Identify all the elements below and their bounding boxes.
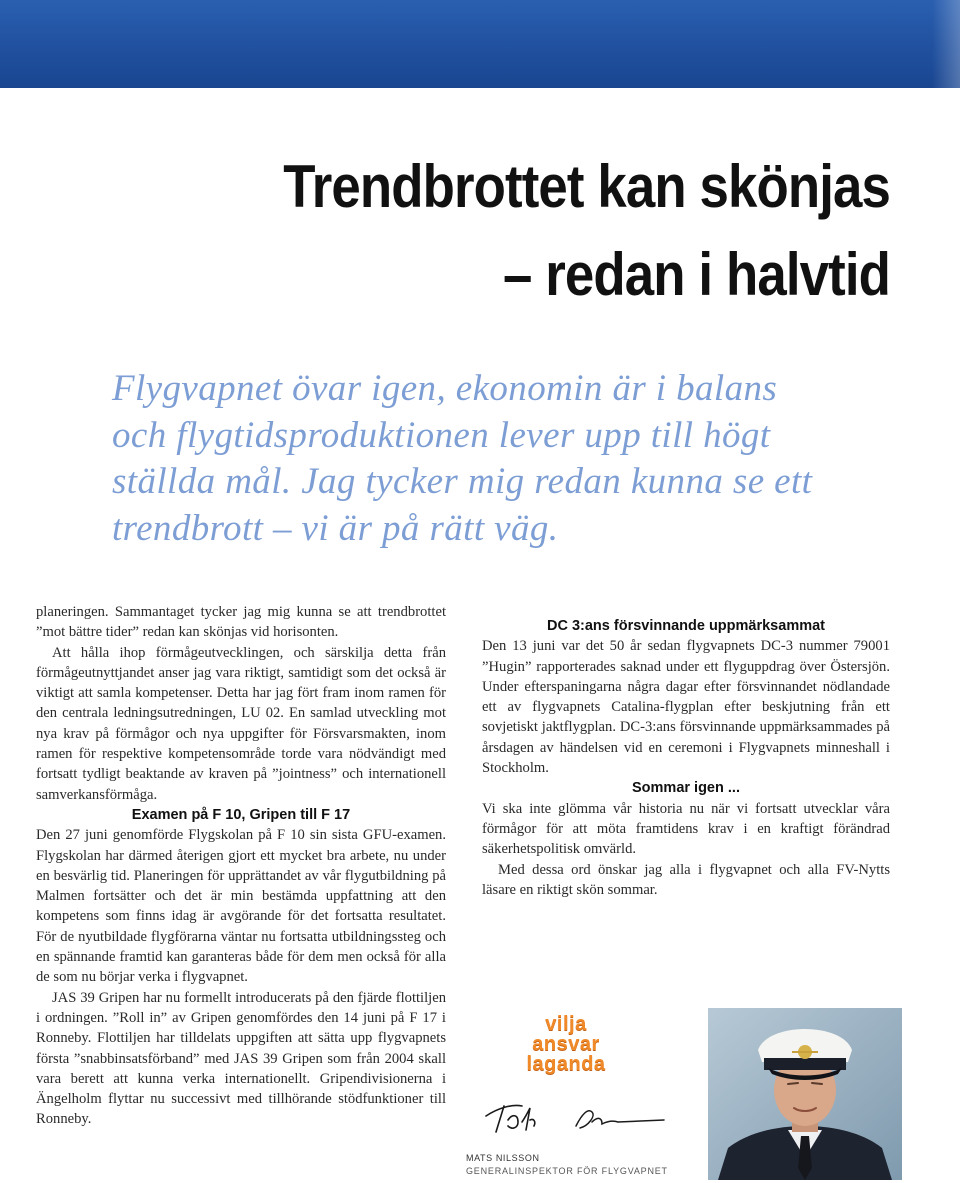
lede-quote: Flygvapnet övar igen, ekonomin är i balans och flygtidsproduktionen lever upp till högt ställda mål. Jag tycker mig redan kunna se ett trendbrott – vi är på rätt väg.	[112, 368, 813, 549]
sommar-heading: Sommar igen ...	[632, 780, 740, 797]
motto-line-3: laganda	[526, 1053, 606, 1075]
right-para-1: Den 13 juni var det 50 år sedan flygvapnets DC-3 nummer 79001 ”Hugin” rapporterades saknad under ett flyguppdrag över Östersjön. Under efterspaningarna några dagar efter försvinnandet nödlandade ett av flygvapnets Catalina-flygplan efter beskjutning från ett sovjetiskt jaktflygplan. DC-3:ans försvinnande uppmärksammades på årsdagen av händelsen vid en ceremoni i Flygvapnets minneshall i Stockholm.	[482, 638, 890, 777]
right-para-2: Vi ska inte glömma vår historia nu när vi fortsatt utvecklar våra förmågor för att möta framtidens krav i en kraftigt förändrad säkerhetspolitisk omvärld.	[482, 800, 890, 858]
motto-line-2: ansvar	[532, 1033, 600, 1055]
header-band	[0, 0, 960, 88]
left-para-4: JAS 39 Gripen har nu formellt introducerats på den fjärde flottiljen i ordningen. ”Roll in” av Gripen genomfördes den 14 juni på F 17 i Ronneby. Flottiljen har tilldelats uppgiften att sätta upp flygvapnets första ”snabbinsatsförband” med JAS 39 Gripen som från 2004 skall vara berett att kunna verka internationellt. Gripendivisionerna i Ängelholm flyttar nu successivt med tillhörande stödfunktioner till Ronneby.	[36, 989, 446, 1128]
handwritten-signature	[478, 1086, 668, 1142]
motto-line-1: vilja	[545, 1013, 587, 1035]
portrait-photo	[708, 1008, 902, 1180]
left-column	[36, 602, 446, 1130]
left-para-2: Att hålla ihop förmågeutvecklingen, och särskilja detta från förmågeutnyttjandet anser jag vara riktigt, samtidigt som det också är viktigt att samla kompetenser. Detta har jag fört fram inom ramen för den centrala ledningsutredningen, LU 02. En samlad utveckling mot nya krav på förmågor och nya uppgifter för Försvarsmakten, inom ramen för respektive kompetensområde torde vara nödvändigt med fortsatt tydligt beaktande av kraven på ”jointness” och internationell samverkansförmåga.	[36, 644, 446, 803]
page-title-line1: Trendbrottet kan skönjas	[283, 153, 890, 220]
signatory-title: GENERALINSPEKTOR FÖR FLYGVAPNET	[466, 1166, 668, 1176]
dc3-heading: DC 3:ans försvinnande uppmärksammat	[547, 618, 825, 634]
right-column	[482, 616, 890, 900]
signatory-name: MATS NILSSON	[466, 1153, 540, 1163]
page-title-line2: – redan i halvtid	[502, 241, 890, 308]
exam-heading: Examen på F 10, Gripen till F 17	[131, 806, 351, 823]
motto-logo	[516, 1014, 616, 1074]
left-para-1: planeringen. Sammantaget tycker jag mig kunna se att trendbrottet ”mot bättre tider” redan kan skönjas vid horisonten.	[36, 604, 446, 641]
left-para-3: Den 27 juni genomförde Flygskolan på F 10 sin sista GFU-examen. Flygskolan har därmed återigen gjort ett mycket bra arbete, nu under en besvärlig tid. Planeringen för upprättandet av vår flygutbildning på Malmen fortsätter och det är min bestämda uppfattning att den kompetens som finns idag är avgörande för det fortsatta resultatet. För de nyutbildade flygförarna väntar nu fortsatta utbildningssteg och en spännande framtid kan garanteras både för dem men också för alla de som nu börjar verka i flygvapnet.	[36, 827, 446, 986]
right-para-3: Med dessa ord önskar jag alla i flygvapnet och alla FV-Nytts läsare en riktigt skön sommar.	[482, 861, 890, 898]
